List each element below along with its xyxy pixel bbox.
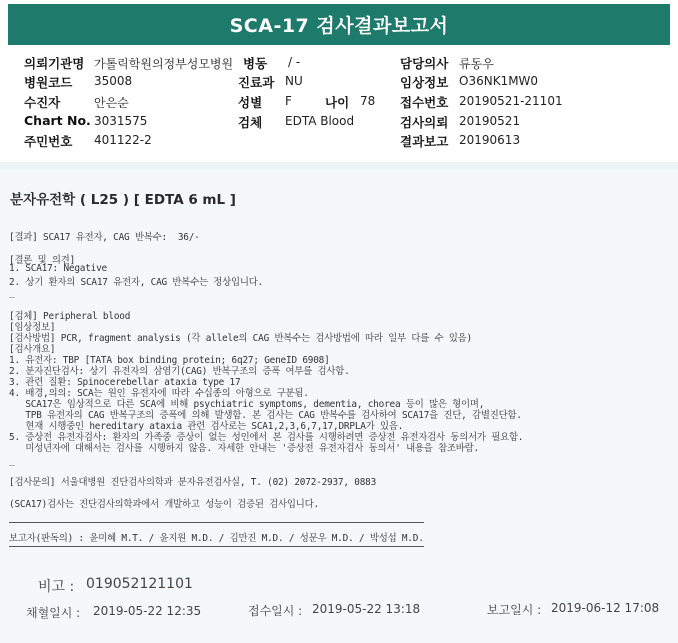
chart-label: Chart No. [24,113,91,128]
specimen-label: 검체 [238,115,263,130]
doctor-value: 류동우 [459,57,494,71]
conclusion-line: 2. 상기 환자의 SCA17 유전자, CAG 반복수는 정상입니다. [9,277,263,288]
report-time-label: 보고일시 : [487,603,542,617]
contact-line: [검사문의] 서울대병원 진단검사의학과 분자유전검사실, T. (02) 2072-2937, 0883 [9,477,377,488]
dept-label: 진료과 [238,75,275,90]
separator-mark: _ [9,287,15,298]
overview-line: 1. 유전자: TBP [TATA box binding protein; 6q27; GeneID 6908] [9,355,330,366]
request-value: 20190521 [459,114,521,128]
hospital-value: 가톨릭학원의정부성모병원 [94,57,234,71]
id-label: 주민번호 [24,134,73,149]
overview-line: 3. 관련 질환: Spinocerebellar ataxia type 17 [9,377,241,388]
separator-mark: _ [9,455,15,466]
clinical-value: O36NK1MW0 [459,74,539,88]
report-header [0,0,678,50]
doctor-label: 담당의사 [400,56,449,71]
conclusion-line: 1. SCA17: Negative [9,263,107,274]
collect-value: 2019-05-22 12:35 [93,604,202,618]
receipt-label: 접수번호 [400,95,449,110]
overview-heading: [검사개요] [9,344,56,355]
result-date-value: 20190613 [459,133,521,147]
clinical-label: 임상정보 [400,75,449,90]
id-value: 401122-2 [94,133,152,147]
patient-info-section [0,50,678,162]
request-label: 검사의뢰 [400,115,449,130]
code-label: 병원코드 [24,75,73,90]
conclusion-heading: [결론 및 의견] [9,255,76,266]
receipt-value: 20190521-21101 [459,94,563,108]
method-line: [검사방법] PCR, fragment analysis (각 allele의 CAG 반복수는 검사방법에 따라 일부 다를 수 있음) [9,333,472,344]
collect-label: 채혈일시 : [26,606,81,620]
chart-value: 3031575 [94,114,148,128]
overview-line: 4. 배경,의의: SCA는 원인 유전자에 따라 수십종의 아형으로 구분됨. [9,388,309,399]
overview-line: 5. 증상전 유전자검사: 환자의 가족중 증상이 없는 성인에서 본 검사를 시행하려면 증상전 유전자검사 동의서가 필요함. [9,432,524,443]
age-value: 78 [360,94,376,108]
overview-line: 2. 분자진단검사: 상기 유전자의 삼염기(CAG) 반복구조의 증폭 여부를 검사함. [9,366,350,377]
code-value: 35008 [94,74,133,88]
sex-value: F [285,94,292,108]
specimen-line: [검체] Peripheral blood [9,311,131,322]
age-label: 나이 [325,95,350,110]
report-body [0,170,678,643]
patient-label: 수진자 [24,95,61,110]
overview-line: SCA17은 임상적으로 다른 SCA에 비해 psychiatric symptoms, dementia, chorea 등이 많은 형이며, [9,399,485,410]
validation-line: (SCA17)검사는 진단검사의학과에서 개발하고 성능이 검증된 검사입니다. [9,499,319,510]
remark-label: 비고 : [38,579,75,595]
report-title-bar [8,4,670,45]
divider-line [9,546,424,547]
clinical-line: [임상정보] [9,322,56,333]
sex-label: 성별 [238,95,263,110]
report-time-value: 2019-06-12 17:08 [551,601,660,615]
receive-label: 접수일시 : [248,604,303,618]
page-title: SCA-17 검사결과보고서 [229,15,449,37]
ward-value: / - [288,55,301,69]
section-divider [0,162,678,170]
patient-value: 안은순 [94,96,129,110]
report-section-title: 분자유전학 ( L25 ) [ EDTA 6 mL ] [10,192,236,208]
remark-value: 019052121101 [86,576,193,592]
hospital-label: 의뢰기관명 [24,56,85,71]
receive-value: 2019-05-22 13:18 [312,602,421,616]
overview-line: 미성년자에 대해서는 검사를 시행하지 않음. 자세한 안내는 '증상전 유전자검사 동의서' 내용을 참조바람. [9,443,479,454]
ward-label: 병동 [243,56,268,71]
overview-line: TPB 유전자의 CAG 반복구조의 증폭에 의해 발생함. 본 검사는 CAG 반복수를 검사하여 SCA17을 진단, 감별진단함. [9,410,522,421]
result-date-label: 결과보고 [400,134,449,149]
result-line: [결과] SCA17 유전자, CAG 반복수: 36/- [9,232,200,243]
reporter-line: 보고자(판독의) : 윤미혜 M.T. / 윤지원 M.D. / 김만진 M.D. / 성문우 M.D. / 박성섭 M.D. [9,533,424,544]
overview-line: 현재 시행중인 hereditary ataxia 관련 검사로는 SCA1,2,3,6,7,17,DRPLA가 있음. [9,421,404,432]
dept-value: NU [285,74,303,88]
divider-line [9,522,424,523]
specimen-value: EDTA Blood [285,114,355,128]
